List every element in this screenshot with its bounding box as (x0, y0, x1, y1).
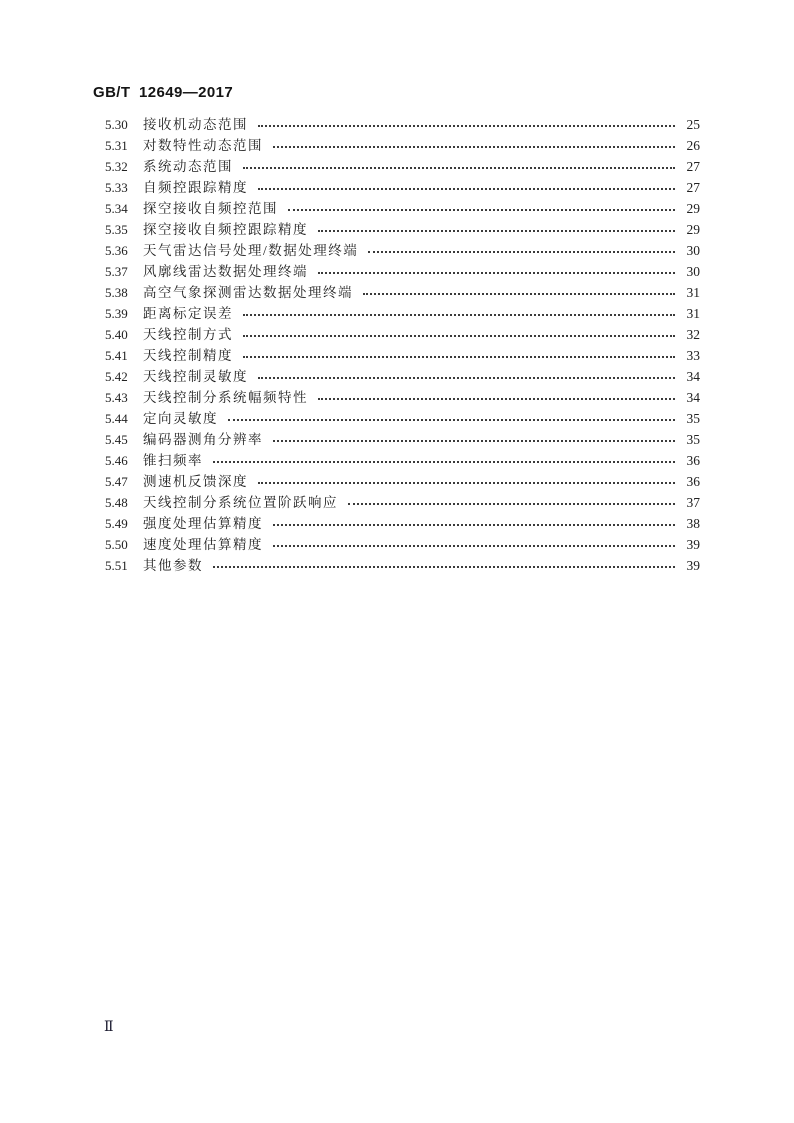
toc-entry-title: 天线控制方式 (143, 327, 233, 342)
toc-entry-number: 5.46 (105, 453, 128, 468)
toc-entry-page-number: 32 (686, 327, 700, 342)
toc-entry-page-number: 34 (686, 390, 700, 405)
toc-entry (105, 345, 700, 366)
toc-entry-number: 5.38 (105, 285, 128, 300)
toc-entry-title: 锥扫频率 (143, 453, 203, 468)
dot-leader (243, 167, 675, 169)
toc-entry (105, 555, 700, 576)
toc-entry-page-number: 33 (686, 348, 700, 363)
dot-leader (258, 482, 675, 484)
toc-entry-number: 5.47 (105, 474, 128, 489)
toc-entry (105, 303, 700, 324)
toc-entry (105, 429, 700, 450)
toc-entry-page-number: 31 (686, 306, 700, 321)
toc-entry-page-number: 38 (686, 516, 700, 531)
toc-entry-title: 编码器测角分辨率 (143, 432, 263, 447)
toc-entry-title: 自频控跟踪精度 (143, 180, 248, 195)
toc-entry (105, 408, 700, 429)
toc-entry-number: 5.49 (105, 516, 128, 531)
toc-entry-page-number: 27 (686, 159, 700, 174)
toc-entry-number: 5.32 (105, 159, 128, 174)
toc-entry-number: 5.34 (105, 201, 128, 216)
toc-entry-page-number: 36 (686, 453, 700, 468)
toc-entry (105, 114, 700, 135)
toc-entry-title: 天气雷达信号处理/数据处理终端 (143, 243, 359, 258)
toc-entry (105, 198, 700, 219)
toc-entry-title: 距离标定误差 (143, 306, 233, 321)
toc-entry-title: 风廓线雷达数据处理终端 (143, 264, 308, 279)
toc-entry-title: 天线控制分系统位置阶跃响应 (143, 495, 338, 510)
toc-entry-number: 5.33 (105, 180, 128, 195)
toc-entry-page-number: 34 (686, 369, 700, 384)
toc-entry-page-number: 29 (686, 222, 700, 237)
dot-leader (243, 335, 675, 337)
toc-entry (105, 387, 700, 408)
dot-leader (273, 146, 675, 148)
toc-entry-page-number: 26 (686, 138, 700, 153)
toc-entry-title: 测速机反馈深度 (143, 474, 248, 489)
dot-leader (213, 566, 675, 568)
toc-entry-page-number: 25 (686, 117, 700, 132)
toc-entry-number: 5.35 (105, 222, 128, 237)
toc-entry-title: 探空接收自频控跟踪精度 (143, 222, 308, 237)
toc-entry (105, 156, 700, 177)
toc-entry-number: 5.44 (105, 411, 128, 426)
toc-entry-page-number: 39 (686, 537, 700, 552)
toc-entry-page-number: 31 (686, 285, 700, 300)
toc-entry-page-number: 30 (686, 264, 700, 279)
dot-leader (368, 251, 675, 253)
toc-entry-number: 5.43 (105, 390, 128, 405)
dot-leader (363, 293, 675, 295)
toc-entry (105, 324, 700, 345)
toc-entry-number: 5.41 (105, 348, 128, 363)
toc-entry-number: 5.42 (105, 369, 128, 384)
toc-entry-title: 探空接收自频控范围 (143, 201, 278, 216)
toc-entry-title: 高空气象探测雷达数据处理终端 (143, 285, 353, 300)
toc-entry (105, 135, 700, 156)
dot-leader (318, 398, 675, 400)
toc-entry (105, 219, 700, 240)
folio-page-number: Ⅱ (104, 1020, 114, 1035)
toc-entry (105, 366, 700, 387)
toc-entry (105, 282, 700, 303)
toc-entry (105, 513, 700, 534)
dot-leader (243, 314, 675, 316)
toc-entry-page-number: 39 (686, 558, 700, 573)
toc-entry-title: 天线控制灵敏度 (143, 369, 248, 384)
toc-entry-number: 5.36 (105, 243, 128, 258)
toc-entry-number: 5.45 (105, 432, 128, 447)
toc-entry-number: 5.37 (105, 264, 128, 279)
toc-entry-number: 5.40 (105, 327, 128, 342)
dot-leader (213, 461, 675, 463)
toc-entry-title: 对数特性动态范围 (143, 138, 263, 153)
toc-entry-title: 接收机动态范围 (143, 117, 248, 132)
toc-entry (105, 240, 700, 261)
toc-entry-number: 5.51 (105, 558, 128, 573)
dot-leader (348, 503, 675, 505)
dot-leader (318, 272, 675, 274)
toc-entry-page-number: 30 (686, 243, 700, 258)
dot-leader (228, 419, 675, 421)
toc-entry (105, 471, 700, 492)
toc-entry-title: 天线控制精度 (143, 348, 233, 363)
toc-entry-page-number: 36 (686, 474, 700, 489)
toc-entry (105, 450, 700, 471)
dot-leader (318, 230, 675, 232)
dot-leader (273, 545, 675, 547)
toc-entry-title: 速度处理估算精度 (143, 537, 263, 552)
toc-entry-page-number: 35 (686, 411, 700, 426)
dot-leader (243, 356, 675, 358)
toc-entry-page-number: 37 (686, 495, 700, 510)
toc-entry-page-number: 35 (686, 432, 700, 447)
toc-entry-number: 5.48 (105, 495, 128, 510)
toc-entry (105, 534, 700, 555)
dot-leader (258, 125, 675, 127)
dot-leader (288, 209, 675, 211)
toc-entry-number: 5.50 (105, 537, 128, 552)
toc-entry (105, 177, 700, 198)
dot-leader (258, 188, 675, 190)
toc-entry-title: 强度处理估算精度 (143, 516, 263, 531)
dot-leader (273, 524, 675, 526)
toc-entry-title: 天线控制分系统幅频特性 (143, 390, 308, 405)
toc-entry (105, 261, 700, 282)
standard-number-header: GB/T 12649—2017 (93, 84, 234, 101)
toc-entry-title: 系统动态范围 (143, 159, 233, 174)
toc-entry-title: 定向灵敏度 (143, 411, 218, 426)
dot-leader (258, 377, 675, 379)
toc-entry-number: 5.31 (105, 138, 128, 153)
dot-leader (273, 440, 675, 442)
toc-entry-page-number: 29 (686, 201, 700, 216)
toc-list (105, 114, 700, 576)
toc-entry-number: 5.39 (105, 306, 128, 321)
toc-entry-page-number: 27 (686, 180, 700, 195)
toc-entry-number: 5.30 (105, 117, 128, 132)
toc-entry-title: 其他参数 (143, 558, 203, 573)
toc-entry (105, 492, 700, 513)
